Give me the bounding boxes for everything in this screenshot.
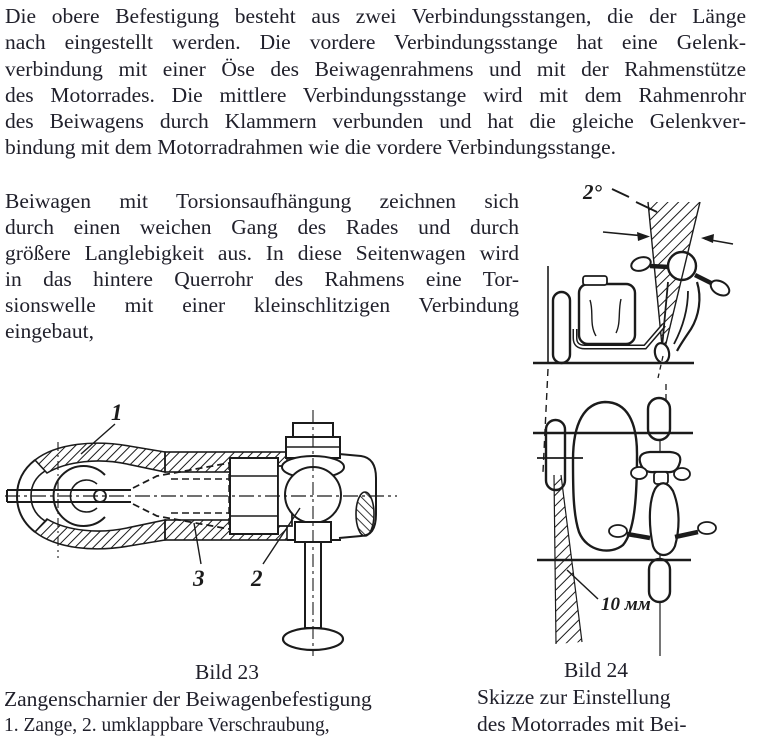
figure-title: Bild 24 [564,658,628,682]
figure-bild23-drawing [5,396,405,662]
text-line: Die obere Befestigung besteht aus zwei Verbindungsstangen, die der Länge [5,4,746,28]
caption-bild23 [4,659,450,739]
text-line: Beiwagen mit Torsionsaufhängung zeichnen sich [5,189,519,213]
part-label-3: 3 [193,566,205,591]
figure-bild24-drawing [517,172,767,658]
part-label-1: 1 [111,400,123,425]
text-line: größere Langlebigkeit aus. In diese Seitenwagen wird [5,241,519,265]
figure-title: Bild 23 [195,660,259,684]
toe-in-label: 10 мм [601,594,651,615]
text-line: des Motorrades. Die mittlere Verbindungsstange wird mit dem Rahmenrohr [5,82,746,107]
text-line: durch einen weichen Gang des Rades und durch [5,215,519,239]
figure-caption-line: Zangenscharnier der Beiwagenbefestigung [4,687,372,711]
text-line: nach eingestellt werden. Die vordere Verbindungsstange hat eine Gelenk- [5,30,746,55]
text-line: verbindung mit einer Öse des Beiwagenrahmens und mit der Rahmenstütze [5,56,746,81]
sidecar-wheel [553,292,570,363]
sidecar-rear-view [548,266,664,363]
part-label-2: 2 [251,566,263,591]
bike-body-plan [650,483,679,555]
grip-plan-left [609,525,627,537]
handlebar-grip-right [708,277,732,298]
paragraph-torsion-suspension [5,188,519,344]
sidecar-body-plan [573,402,637,551]
text-line: bindung mit dem Motorradrahmen wie die vordere Verbindungsstange. [5,135,617,160]
lean-angle-label: 2° [583,180,602,204]
grip-plan-right [698,522,716,534]
caption-bild24 [477,657,715,737]
text-line: sionswelle mit einer kleinschlitzigen Verbindung [5,293,519,317]
handlebar-grip-left [629,255,652,274]
sidecar-body [579,284,635,344]
figure-caption-line: 1. Zange, 2. umklappbare Verschraubung, [4,714,330,736]
paragraph-upper-attachment [5,3,746,161]
text-line: des Beiwagens durch Klammern verbunden und hat die gleiche Gelenkver- [5,109,746,134]
figure-caption-line: Skizze zur Einstellung [477,685,671,709]
rear-wheel-plan [649,559,670,602]
figure-caption-line: des Motorrades mit Bei- [477,711,687,736]
text-line: in das hintere Querrohr des Rahmens eine Tor- [5,267,519,291]
text-line: eingebaut, [5,319,94,343]
